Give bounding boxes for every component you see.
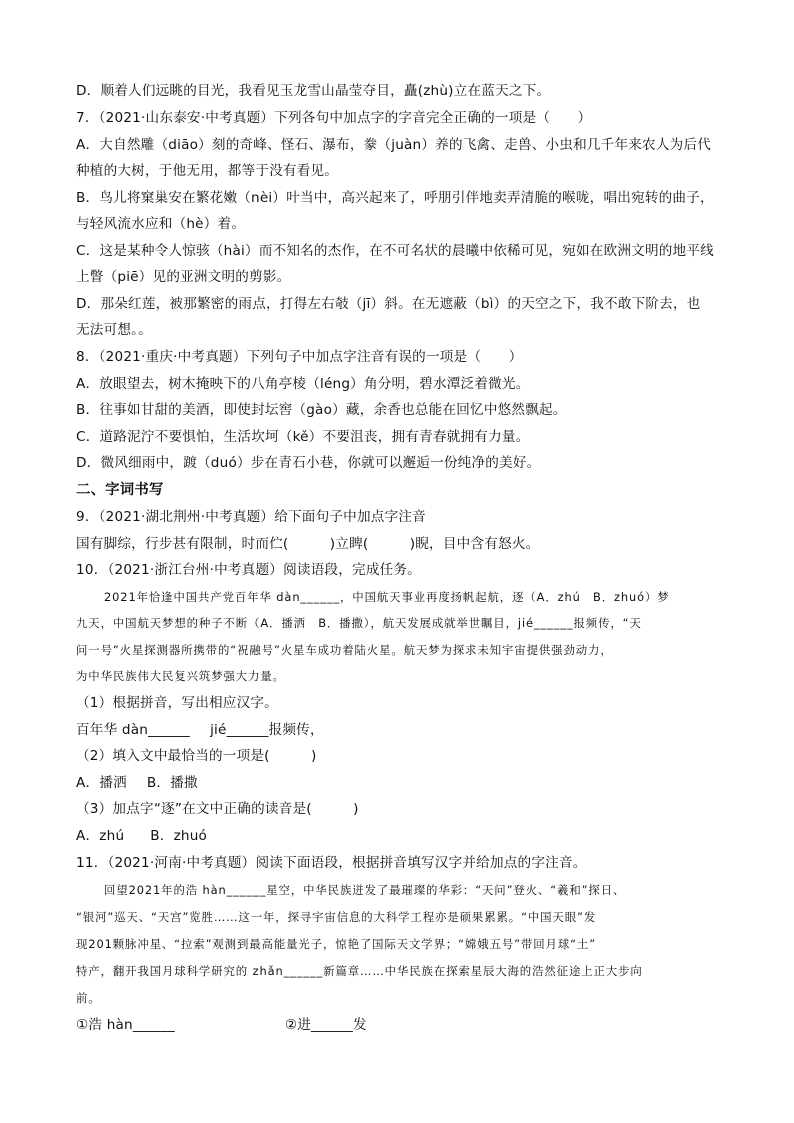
- q11-answers: [76, 1016, 726, 1034]
- q10-sub1: （1）根据拼音，写出相应汉字。: [76, 695, 278, 711]
- q10-passage-line-1: 2021年恰逢中国共产党百年华 dàn______，中国航天事业再度扬帆起航，逐（A．zhú B．zhuó）梦: [104, 590, 670, 604]
- q11-passage-line-4: 特产，翻开我国月球科学研究的 zhǎn______新篇章……中华民族在探索星辰大海的浩然征途上正大步向: [76, 964, 643, 978]
- q6-option-d: D．顺着人们远眺的目光，我看见玉龙雪山晶莹夺目，矗(zhù)立在蓝天之下。: [76, 83, 551, 99]
- q7-stem: 7．（2021·山东泰安·中考真题）下列各句中加点字的字音完全正确的一项是（ ）: [76, 110, 592, 126]
- q10-passage-line-3: 问一号”火星探测器所携带的“祝融号”火星车成功着陆火星。航天梦为探求未知宇宙提供强劲动力，: [76, 643, 613, 657]
- q10-blank-jie: jié______报频传，: [210, 722, 324, 738]
- q10-passage-line-4: 为中华民族伟大民复兴筑梦强大力量。: [76, 669, 285, 683]
- q10-sub2-option-b: B．播撒: [146, 775, 198, 791]
- q8-option-d: D．微风细雨中，踱（duó）步在青石小巷，你就可以邂逅一份纯净的美好。: [76, 455, 541, 471]
- q11-blank-beng: ②进______发: [284, 1017, 367, 1033]
- q7-option-a-cont: 种植的大树，于他无用，都等于没有看见。: [76, 163, 339, 179]
- q11-passage-line-3: 现201颗脉冲星、“拉索”观测到最高能量光子，惊艳了国际天文学界；“嫦娥五号”带回月球“土”: [76, 937, 597, 951]
- q8-option-c: C．道路泥泞不要惧怕，生活坎坷（kě）不要沮丧，拥有青春就拥有力量。: [76, 429, 530, 445]
- q10-sub3-options: [76, 827, 726, 845]
- q10-passage-line-2: 九天，中国航天梦想的种子不断（A．播洒 B．播撒），航天发展成就举世瞩目，jié______报频传，“天: [76, 616, 642, 630]
- q10-sub2-option-a: A．播洒: [76, 775, 127, 791]
- q10-stem: 10．（2021·浙江台州·中考真题）阅读语段，完成任务。: [76, 562, 422, 578]
- q7-option-c: C．这是某种令人惊骇（hài）而不知名的杰作，在不可名状的晨曦中依稀可见，宛如在欧洲文明的地平线: [76, 243, 714, 259]
- q10-sub3-option-a: A．zhú: [76, 828, 125, 844]
- q10-sub2-options: [76, 774, 726, 792]
- q10-blank-dan: 百年华 dàn______: [76, 722, 191, 738]
- q7-option-d-cont: 无法可想。。: [76, 322, 152, 338]
- q11-stem: 11．（2021·河南·中考真题）阅读下面语段，根据拼音填写汉字并给加点的字注音。: [76, 855, 587, 871]
- q11-blank-han: ①浩 hàn______: [76, 1017, 175, 1033]
- q7-option-d: D．那朵红莲，被那繁密的雨点，打得左右攲（jī）斜。在无遮蔽（bì）的天空之下，我不敢下阶去，也: [76, 296, 701, 312]
- q11-passage-line-2: “银河”巡天、“天宫”览胜……这一年，探寻宇宙信息的大科学工程亦是硕果累累。“中国天眼”发: [76, 910, 597, 924]
- q8-option-a: A．放眼望去，树木掩映下的八角亭棱（léng）角分明，碧水潭泛着微光。: [76, 376, 530, 392]
- section-heading: 二、字词书写: [76, 482, 164, 498]
- q8-stem: 8．（2021·重庆·中考真题）下列句子中加点字注音有误的一项是（ ）: [76, 349, 523, 365]
- q10-sub3: （3）加点字“逐”在文中正确的读音是( ): [76, 801, 359, 817]
- q7-option-b: B．鸟儿将窠巢安在繁花嫩（nèi）叶当中，高兴起来了，呼朋引伴地卖弄清脆的喉咙，唱出宛转的曲子，: [76, 190, 714, 206]
- q10-sub1-answers: [76, 721, 726, 739]
- q11-passage-line-5: 前。: [76, 991, 101, 1005]
- q10-sub2: （2）填入文中最恰当的一项是( ): [76, 748, 317, 764]
- q7-option-a: A．大自然雕（diāo）刻的奇峰、怪石、瀑布，豢（juàn）养的飞禽、走兽、小虫和几千年来农人为后代: [76, 137, 712, 153]
- q7-option-b-cont: 与轻风流水应和（hè）着。: [76, 216, 246, 232]
- q10-sub3-option-b: B．zhuó: [150, 828, 208, 844]
- q8-option-b: B．往事如甘甜的美酒，即使封坛窖（gào）藏，余香也总能在回忆中悠然飘起。: [76, 402, 567, 418]
- q7-option-c-cont: 上瞥（piē）见的亚洲文明的剪影。: [76, 269, 291, 285]
- q9-stem: 9．（2021·湖北荆州·中考真题）给下面句子中加点字注音: [76, 509, 426, 525]
- q11-passage-line-1: 回望2021年的浩 hàn______星空，中华民族迸发了最璀璨的华彩：“天问”登火、“羲和”探日、: [104, 883, 626, 897]
- q9-sentence: 国有脚综，行步甚有限制，时而伫( )立睥( )睨，目中含有怒火。: [76, 536, 540, 552]
